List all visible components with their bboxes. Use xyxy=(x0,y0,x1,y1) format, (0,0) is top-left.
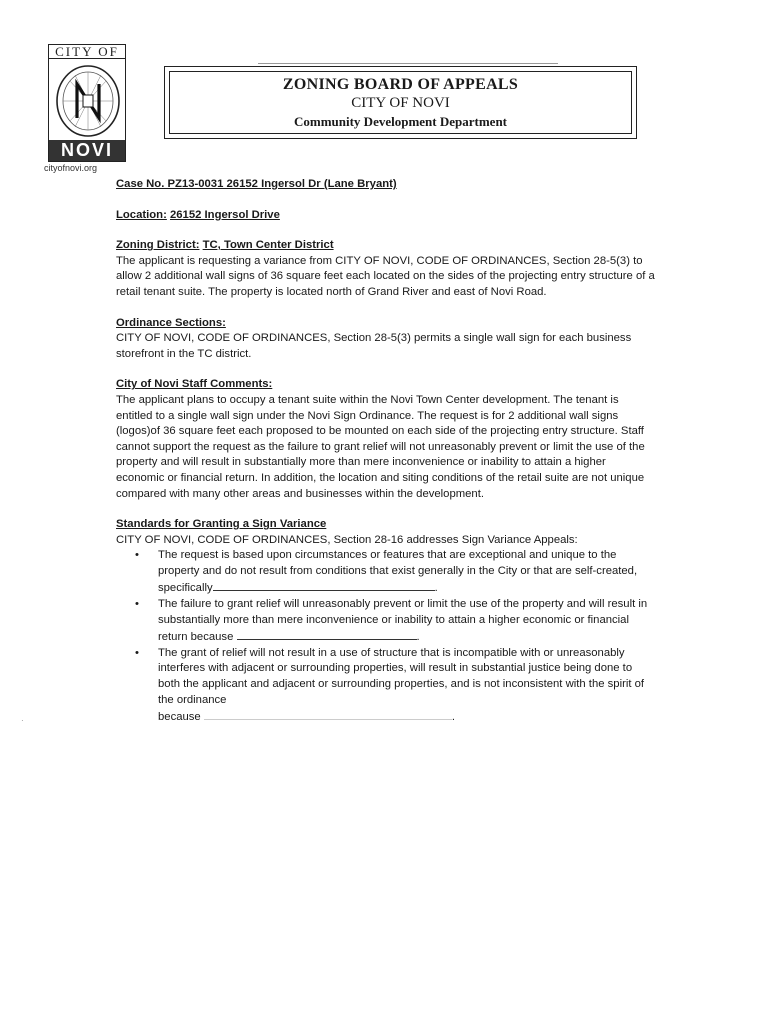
staff-comments-heading: City of Novi Staff Comments: xyxy=(116,378,273,391)
zoning-text: The applicant is requesting a variance from CITY OF NOVI, CODE OF ORDINANCES, Section 28-5(3) to allow 2 additional wall signs of 36 square feet each located on the sides of the projecting entry structure of a retail tenant suite. The property is located north of Grand River and east of Novi Road. xyxy=(116,254,655,298)
standard-3-text: The grant of relief will not result in a use of structure that is incompatible with or unreasonably interferes with adjacent or surrounding properties, will result in substantial justice being done to both the applicant and adjacent or surrounding properties, and is not inconsistent with the spirit of the ordinance xyxy=(158,646,645,706)
location-label: Location: xyxy=(116,208,167,221)
location-value: 26152 Ingersol Drive xyxy=(169,208,280,221)
standards-list xyxy=(116,548,656,726)
city-seal-icon xyxy=(53,62,123,140)
standard-3-blank xyxy=(204,708,452,720)
standards-heading: Standards for Granting a Sign Variance xyxy=(116,518,327,531)
document-body xyxy=(116,177,656,726)
standard-1-blank xyxy=(213,579,435,591)
standard-3-end: . xyxy=(451,711,455,724)
standard-1-text: The request is based upon circumstances or features that are exceptional and unique to the property and do not result from conditions that exist generally in the City or that are self-created, specifically xyxy=(158,549,638,595)
header-box xyxy=(164,66,637,139)
page-title: ZONING BOARD OF APPEALS xyxy=(282,76,519,93)
zoning-value: TC, Town Center District xyxy=(202,239,334,252)
header-rule xyxy=(258,63,558,64)
header-inner-box xyxy=(169,71,632,134)
logo-bottom-text: NOVI xyxy=(49,140,125,161)
list-item xyxy=(116,597,656,646)
zoning-line xyxy=(116,238,656,254)
standard-2-end: . xyxy=(416,631,420,644)
department-name: Community Development Department xyxy=(293,114,508,129)
standards-intro: CITY OF NOVI, CODE OF ORDINANCES, Section 28-16 addresses Sign Variance Appeals: xyxy=(116,533,578,546)
logo-frame xyxy=(48,44,126,162)
logo-top-text: CITY OF xyxy=(49,45,125,59)
ordinance-text: CITY OF NOVI, CODE OF ORDINANCES, Section 28-5(3) permits a single wall sign for each business storefront in the TC district. xyxy=(116,332,632,360)
standard-2-text: The failure to grant relief will unreasonably prevent or limit the use of the property and will result in substantially more than mere inconvenience or inability to attain a higher economic or financial return because xyxy=(158,598,648,644)
standard-1-end: . xyxy=(434,582,438,595)
logo-url: cityofnovi.org xyxy=(44,163,98,173)
list-item xyxy=(116,646,656,726)
standard-3-because: because xyxy=(158,711,201,724)
ordinance-heading: Ordinance Sections: xyxy=(116,316,226,329)
standard-2-blank xyxy=(237,628,417,640)
page-subtitle: CITY OF NOVI xyxy=(351,95,450,111)
city-logo xyxy=(44,44,128,173)
case-number: Case No. PZ13-0031 26152 Ingersol Dr (Lane Bryant) xyxy=(116,178,397,190)
zoning-label: Zoning District: xyxy=(116,239,200,252)
location-line xyxy=(116,208,656,224)
list-item xyxy=(116,548,656,597)
scan-mark: · xyxy=(21,716,24,725)
staff-comments-text: The applicant plans to occupy a tenant suite within the Novi Town Center development. The tenant is entitled to a single wall sign under the Novi Sign Ordinance. The request is for 2 additional wall signs (logos)of 36 square feet each proposed to be mounted on each side of the projecting entry structure. Staff cannot support the request as the failure to grant relief will not unreasonably prevent or limit the use of the property and will result in substantially more than mere inconvenience or inability to attain a higher economic or financial return. In addition, the location and siting conditions of the retail suite are not unique compared with many other areas and businesses within the development. xyxy=(116,393,645,500)
